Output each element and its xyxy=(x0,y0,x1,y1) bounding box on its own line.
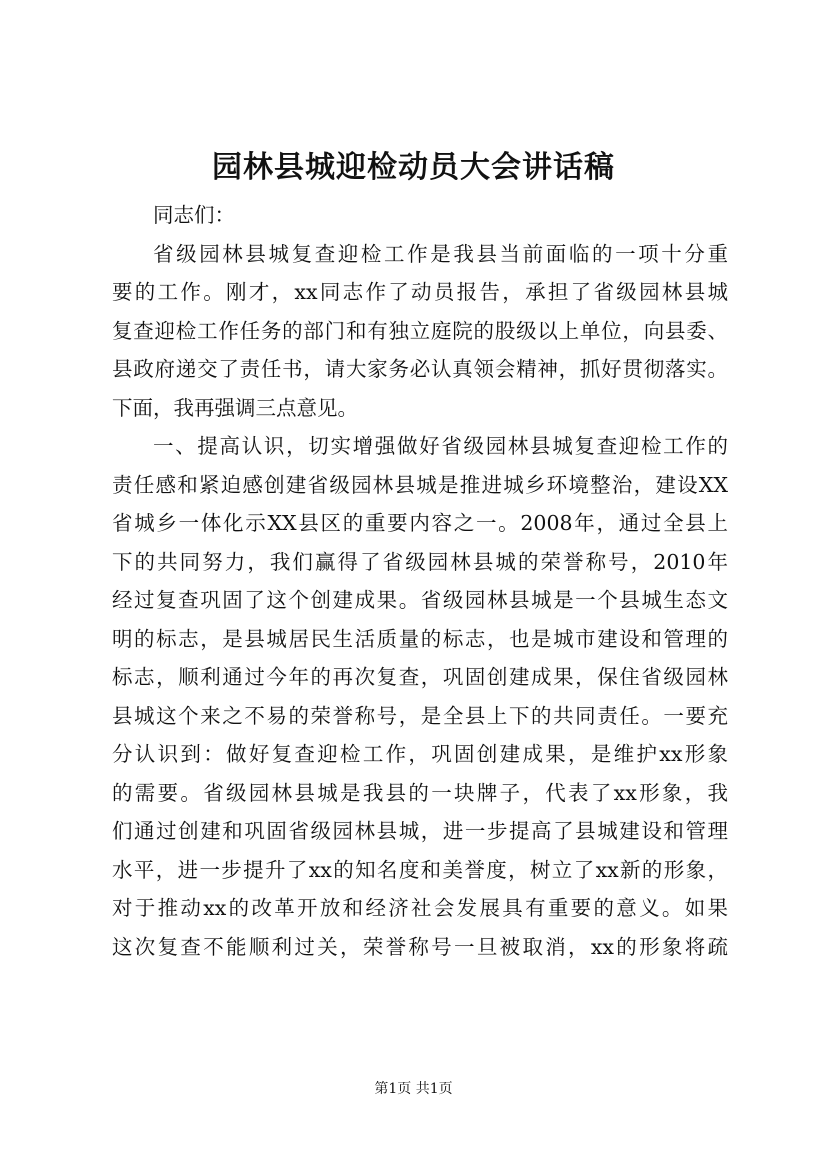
paragraph-2-line-4: 下的共同努力，我们赢得了省级园林县城的荣誉称号，2010年 xyxy=(112,549,728,574)
document-body xyxy=(112,196,728,966)
paragraph-2-line-10: 的需要。省级园林县城是我县的一块牌子，代表了xx形象，我 xyxy=(112,780,728,805)
paragraph-1-line-4: 县政府递交了责任书，请大家务必认真领会精神，抓好贯彻落实。 xyxy=(112,357,728,381)
paragraph-2-line-11: 们通过创建和巩固省级园林县城，进一步提高了县城建设和管理 xyxy=(112,819,728,843)
salutation-line: 同志们： xyxy=(153,203,235,227)
paragraph-1-line-2: 要的工作。刚才，xx同志作了动员报告，承担了省级园林县城 xyxy=(112,280,728,304)
paragraph-2-line-2: 责任感和紧迫感创建省级园林县城是推进城乡环境整治，建设XX xyxy=(112,472,728,497)
paragraph-2-line-3: 省城乡一体化示XX县区的重要内容之一。2008年，通过全县上 xyxy=(112,511,728,535)
paragraph-2-line-13: 对于推动xx的改革开放和经济社会发展具有重要的意义。如果 xyxy=(112,896,728,920)
paragraph-1-line-3: 复查迎检工作任务的部门和有独立庭院的股级以上单位，向县委、 xyxy=(112,318,728,343)
paragraph-2-line-8: 县城这个来之不易的荣誉称号，是全县上下的共同责任。一要充 xyxy=(112,703,728,728)
paragraph-2-line-1: 一、提高认识，切实增强做好省级园林县城复查迎检工作的 xyxy=(153,434,728,458)
page-number-footer: 第1页 共1页 xyxy=(374,1081,453,1097)
paragraph-2-line-7: 标志，顺利通过今年的再次复查，巩固创建成果，保住省级园林 xyxy=(112,665,728,689)
paragraph-2-line-6: 明的标志，是县城居民生活质量的标志，也是城市建设和管理的 xyxy=(112,626,728,651)
paragraph-2-line-9: 分认识到：做好复查迎检工作，巩固创建成果，是维护xx形象 xyxy=(112,742,728,766)
paragraph-1-line-1: 省级园林县城复查迎检工作是我县当前面临的一项十分重 xyxy=(153,241,728,266)
paragraph-2-line-5: 经过复查巩固了这个创建成果。省级园林县城是一个县城生态文 xyxy=(112,588,728,612)
document-title: 园林县城迎检动员大会讲话稿 xyxy=(212,150,615,185)
paragraph-1-line-5: 下面，我再强调三点意见。 xyxy=(112,395,358,420)
paragraph-2-line-12: 水平，进一步提升了xx的知名度和美誉度，树立了xx新的形象， xyxy=(112,857,728,882)
paragraph-2-line-14: 这次复查不能顺利过关，荣誉称号一旦被取消，xx的形象将疏 xyxy=(112,934,728,959)
